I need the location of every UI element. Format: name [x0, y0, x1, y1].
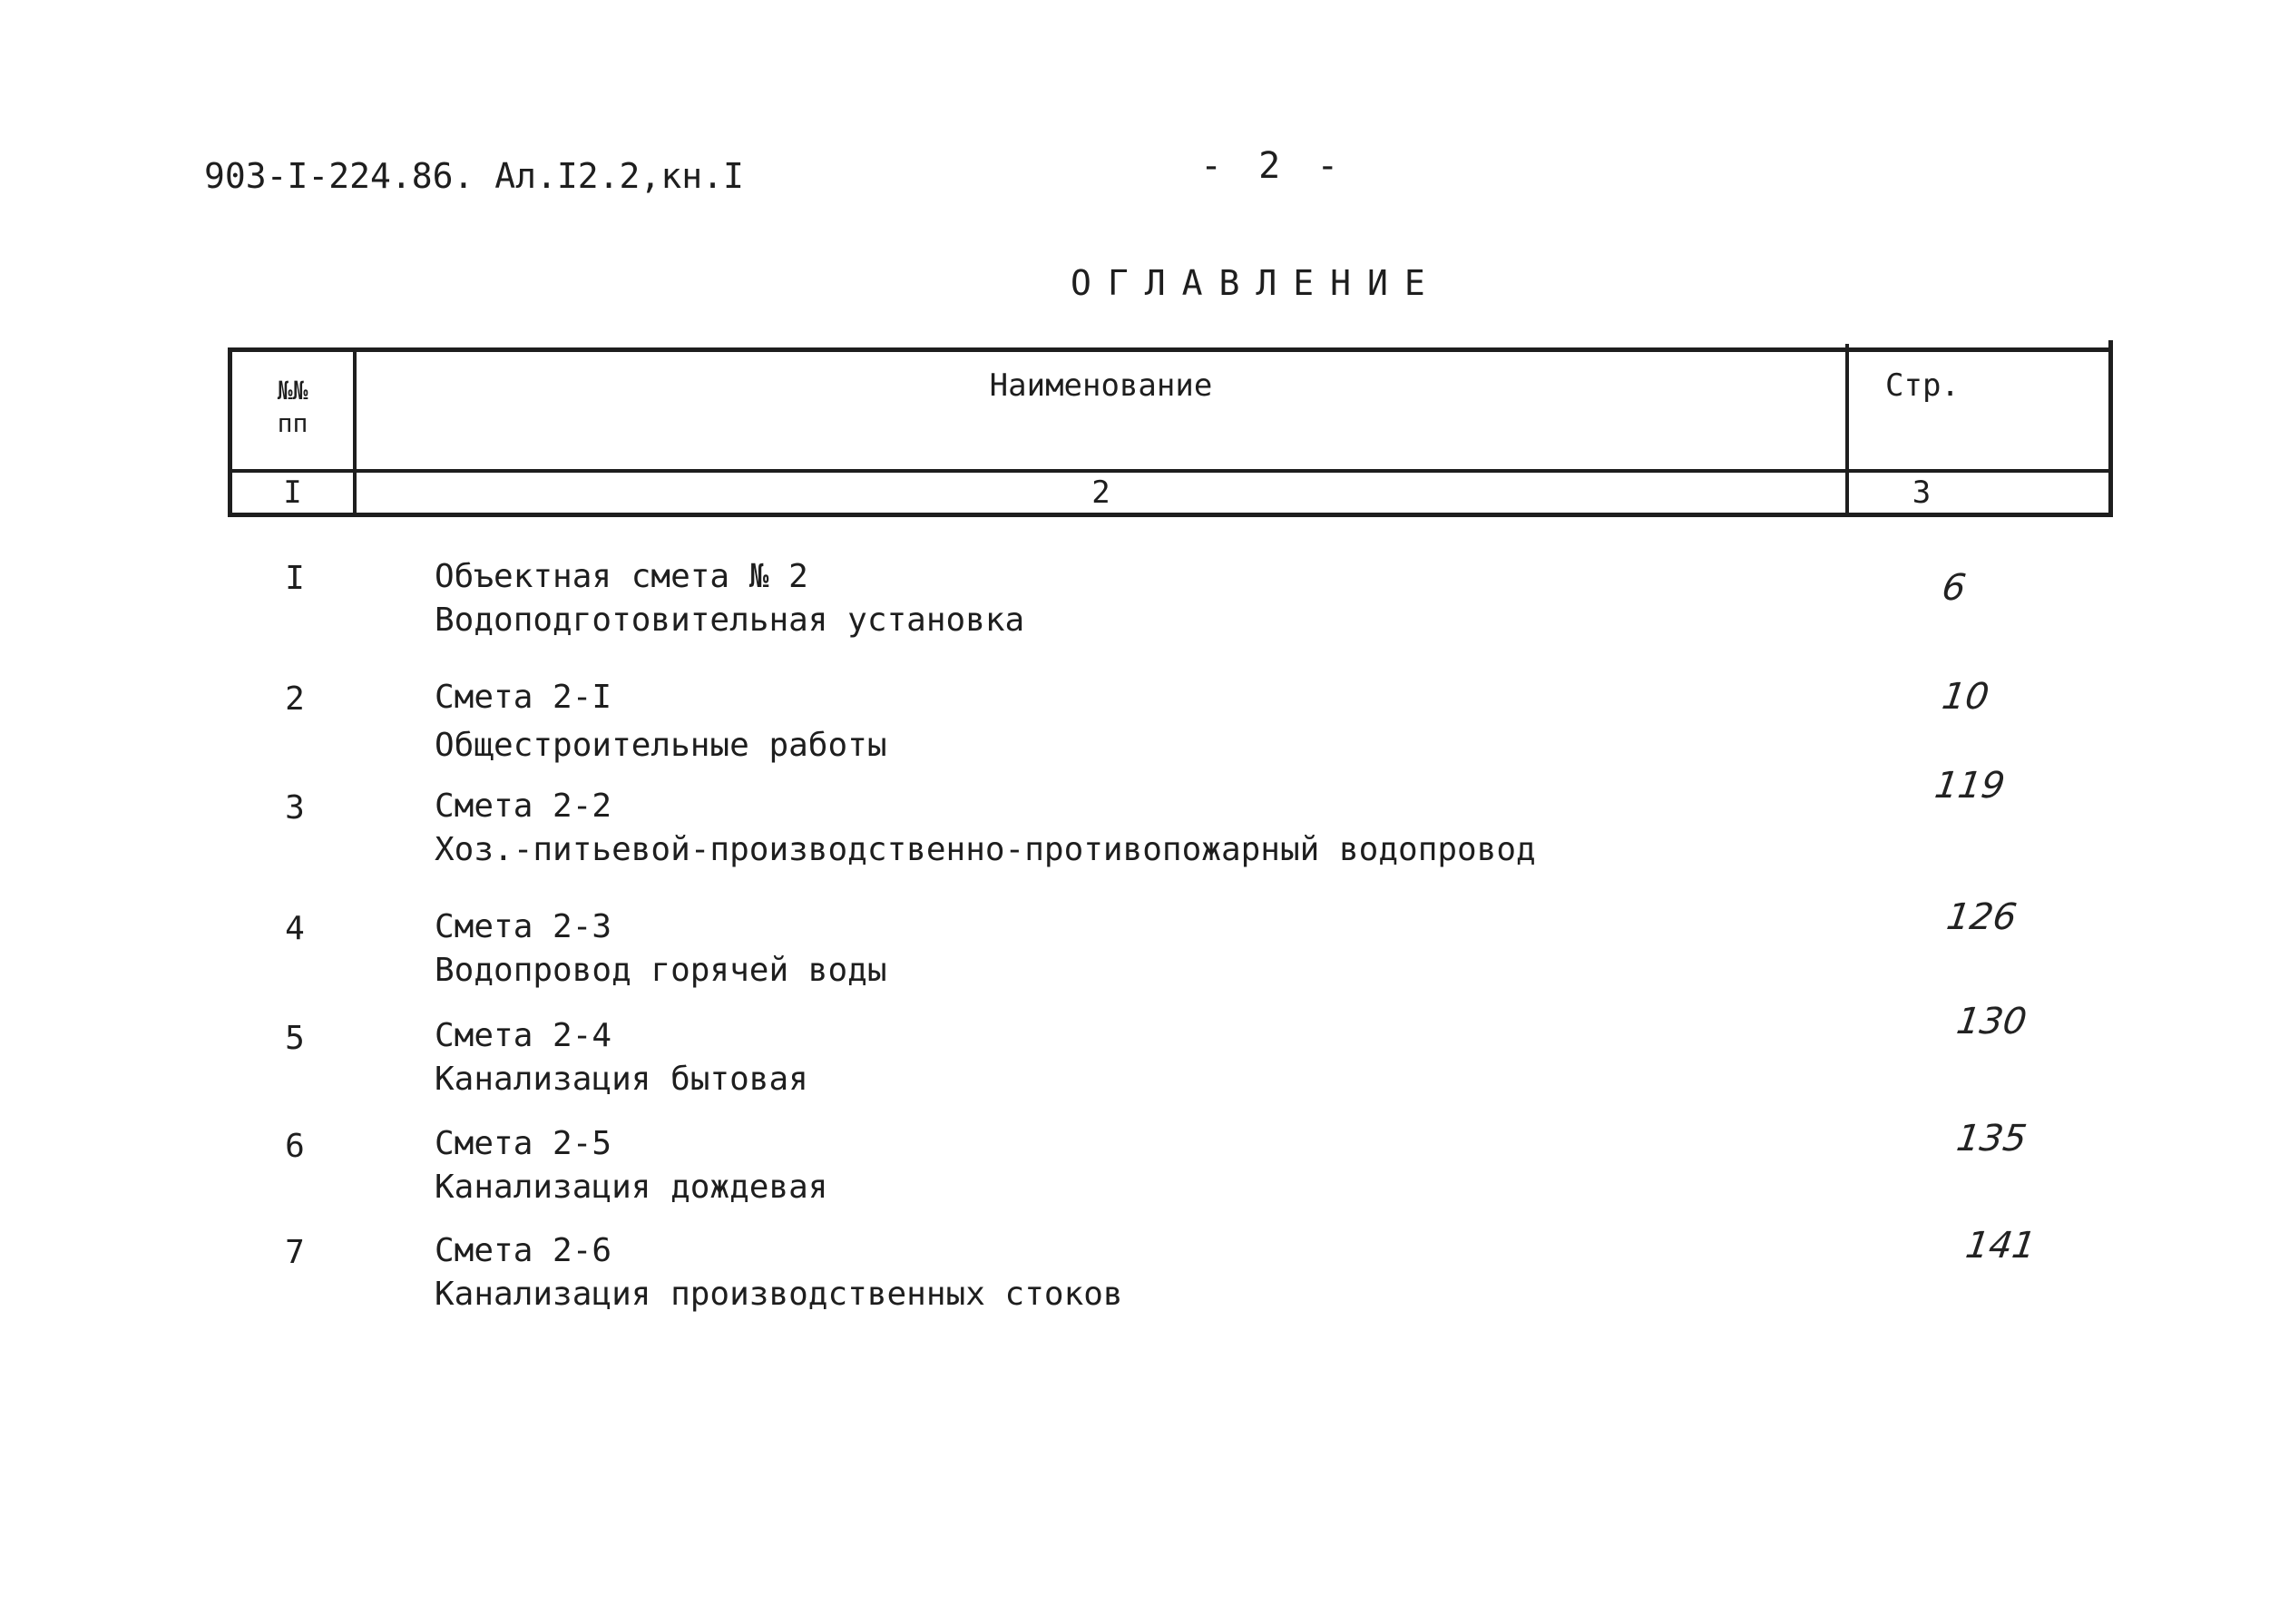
row-number: 7	[285, 1234, 305, 1271]
row-page: 135	[1953, 1118, 2030, 1159]
table-border-bottom	[228, 513, 2113, 517]
row-title-line2: Общестроительные работы	[435, 727, 887, 764]
row-title-line2: Хоз.-питьевой-производственно-противопожарный водопровод	[435, 831, 1536, 868]
row-page: 119	[1932, 765, 2008, 807]
table-header-divider	[228, 469, 2113, 473]
dash-left: -	[1200, 145, 1223, 187]
row-number: 3	[285, 789, 305, 827]
row-page: 10	[1939, 676, 1992, 718]
row-number: 6	[285, 1128, 305, 1165]
col-index-3: 3	[1912, 474, 1932, 511]
row-number: 5	[285, 1020, 305, 1057]
table-border-top	[228, 347, 2113, 352]
row-title-line2: Канализация дождевая	[435, 1169, 828, 1206]
col-name-header: Наименование	[989, 367, 1213, 404]
row-title-line1: Смета 2-5	[435, 1125, 612, 1162]
row-title	[435, 1014, 808, 1101]
row-title	[435, 1122, 827, 1209]
page-title: ОГЛАВЛЕНИЕ	[1071, 263, 1442, 303]
row-title-line2: Водопровод горячей воды	[435, 952, 887, 989]
row-number: I	[285, 560, 305, 597]
row-page: 130	[1953, 1001, 2030, 1042]
document-code: 903-I-224.86. Ал.I2.2,кн.I	[204, 156, 744, 196]
row-page: 141	[1962, 1225, 2039, 1267]
row-title	[435, 555, 1024, 642]
row-number: 4	[285, 910, 305, 947]
row-title-line1: Смета 2-4	[435, 1017, 612, 1054]
row-title	[435, 905, 887, 993]
col-number-header-line1: №№	[277, 376, 308, 406]
dash-right: -	[1316, 145, 1339, 187]
row-title-line1: Смета 2-I	[435, 679, 612, 716]
row-title	[435, 1229, 1123, 1316]
row-title-line1: Объектная смета № 2	[435, 558, 808, 595]
row-page: 6	[1939, 567, 1969, 609]
row-title	[435, 676, 887, 768]
col-page-header: Стр.	[1885, 367, 1960, 404]
col-number-header-line2: пп	[277, 408, 308, 438]
row-title-line2: Канализация бытовая	[435, 1061, 808, 1098]
col-number-header	[232, 375, 353, 440]
row-title-line1: Смета 2-3	[435, 908, 612, 945]
row-title-line2: Водоподготовительная установка	[435, 602, 1025, 639]
col-index-2: 2	[1091, 474, 1110, 511]
row-title-line1: Смета 2-6	[435, 1232, 612, 1269]
col-index-1: I	[283, 474, 302, 511]
page-number-line	[1164, 145, 1374, 187]
row-title-line2: Канализация производственных стоков	[435, 1276, 1123, 1313]
row-number: 2	[285, 680, 305, 718]
row-title	[435, 785, 1536, 872]
page-number: 2	[1258, 145, 1281, 187]
table-header	[228, 340, 2113, 517]
row-title-line1: Смета 2-2	[435, 788, 612, 825]
row-page: 126	[1943, 896, 2020, 938]
